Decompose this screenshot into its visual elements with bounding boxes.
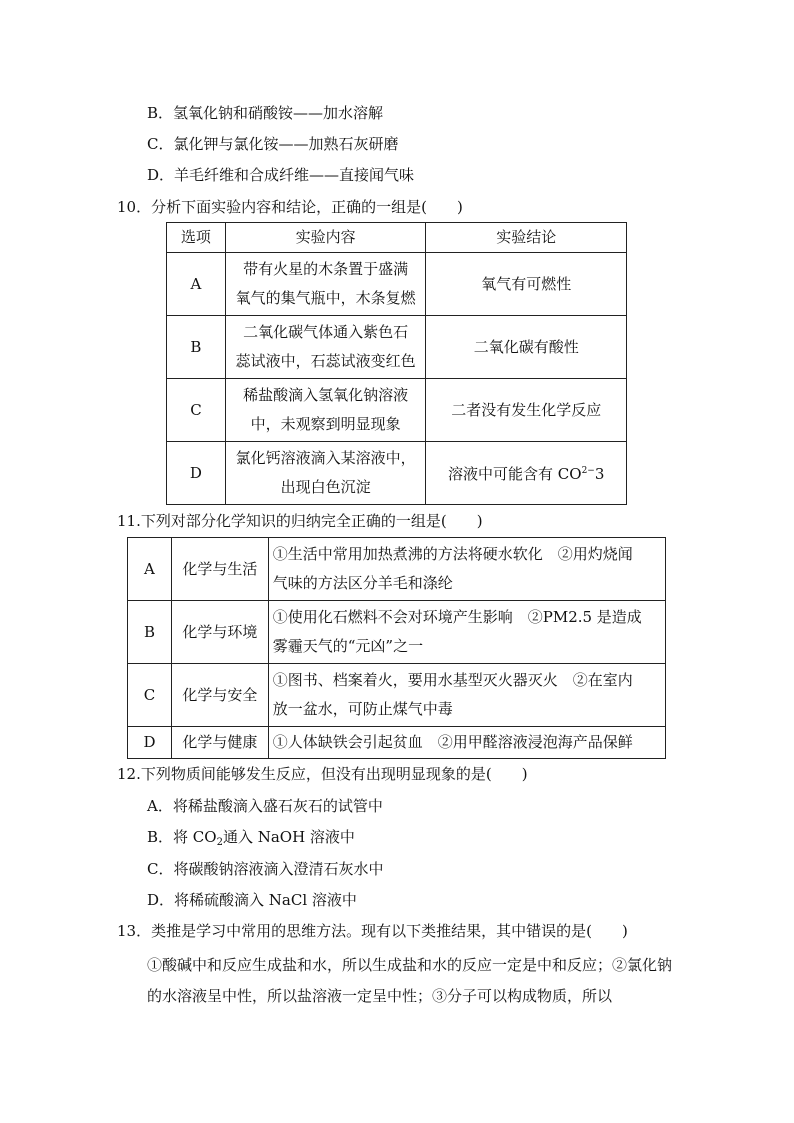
q10-header-option: 选项 — [167, 223, 226, 253]
q9-option-d: D．羊毛纤维和合成纤维——直接闻气味 — [147, 166, 415, 184]
q10-row-d-content: 氯化钙溶液滴入某溶液中， 出现白色沉淀 — [225, 442, 426, 505]
q13-stem: 13．类推是学习中常用的思维方法。现有以下类推结果，其中错误的是( ) — [117, 922, 628, 940]
q11-row-c — [128, 664, 666, 727]
q10-header-content: 实验内容 — [225, 223, 426, 253]
q11-row-a — [128, 538, 666, 601]
q13-body: ①酸碱中和反应生成盐和水，所以生成盐和水的反应一定是中和反应；②氯化钠的水溶液呈中性，所以盐溶液一定呈中性；③分子可以构成物质，所以 — [147, 956, 673, 1005]
q12-option-d: D．将稀硫酸滴入 NaCl 溶液中 — [147, 891, 357, 909]
q10-row-a — [167, 253, 627, 316]
q11-row-c-topic: 化学与安全 — [171, 664, 268, 727]
q11-row-d-topic: 化学与健康 — [171, 727, 268, 759]
q10-row-a-option: A — [167, 253, 226, 316]
q10-row-d — [167, 442, 627, 505]
q11-row-a-option: A — [128, 538, 172, 601]
q10-row-d-option: D — [167, 442, 226, 505]
q9-option-b: B．氢氧化钠和硝酸铵——加水溶解 — [147, 104, 384, 122]
q11-row-b-statement: ①使用化石燃料不会对环境产生影响 ②PM2.5 是造成 雾霾天气的“元凶”之一 — [268, 601, 665, 664]
q10-stem: 10．分析下面实验内容和结论，正确的一组是( ) — [117, 198, 463, 216]
q10-row-b-conclusion: 二氧化碳有酸性 — [426, 316, 627, 379]
q11-row-a-statement: ①生活中常用加热煮沸的方法将硬水软化 ②用灼烧闻 气味的方法区分羊毛和涤纶 — [268, 538, 665, 601]
q11-row-b-topic: 化学与环境 — [171, 601, 268, 664]
q9-option-c: C．氯化钾与氯化铵——加熟石灰研磨 — [147, 135, 399, 153]
q11-row-d-option: D — [128, 727, 172, 759]
q10-row-c-conclusion: 二者没有发生化学反应 — [426, 379, 627, 442]
q12-stem: 12.下列物质间能够发生反应，但没有出现明显现象的是( ) — [117, 765, 528, 783]
q12-option-b: B．将 $CO_2$通入 NaOH 溶液中 — [147, 828, 355, 848]
q10-row-c-option: C — [167, 379, 226, 442]
q10-row-a-conclusion: 氧气有可燃性 — [426, 253, 627, 316]
q10-row-b-content: 二氧化碳气体通入紫色石 蕊试液中，石蕊试液变红色 — [225, 316, 426, 379]
q10-header-conclusion: 实验结论 — [426, 223, 627, 253]
q11-row-c-statement: ①图书、档案着火，要用水基型灭火器灭火 ②在室内 放一盆水，可防止煤气中毒 — [268, 664, 665, 727]
q11-row-c-option: C — [128, 664, 172, 727]
q11-stem: 11.下列对部分化学知识的归纳完全正确的一组是( ) — [117, 512, 483, 530]
q10-row-d-conclusion: 溶液中可能含有 $CO^{2-}3$ — [426, 442, 627, 505]
q12-option-c: C．将碳酸钠溶液滴入澄清石灰水中 — [147, 860, 384, 878]
q11-row-d — [128, 727, 666, 759]
q10-header-row — [167, 223, 627, 253]
q11-row-a-topic: 化学与生活 — [171, 538, 268, 601]
q12-option-a: A．将稀盐酸滴入盛石灰石的试管中 — [147, 797, 383, 815]
q10-row-b — [167, 316, 627, 379]
q10-row-a-content: 带有火星的木条置于盛满 氧气的集气瓶中，木条复燃 — [225, 253, 426, 316]
q10-row-c — [167, 379, 627, 442]
q10-table — [166, 222, 627, 505]
q11-row-b-option: B — [128, 601, 172, 664]
q10-row-c-content: 稀盐酸滴入氢氧化钠溶液 中，未观察到明显现象 — [225, 379, 426, 442]
q11-row-d-statement: ①人体缺铁会引起贫血 ②用甲醛溶液浸泡海产品保鲜 — [268, 727, 665, 759]
q11-table — [127, 537, 666, 759]
q11-row-b — [128, 601, 666, 664]
q10-row-b-option: B — [167, 316, 226, 379]
